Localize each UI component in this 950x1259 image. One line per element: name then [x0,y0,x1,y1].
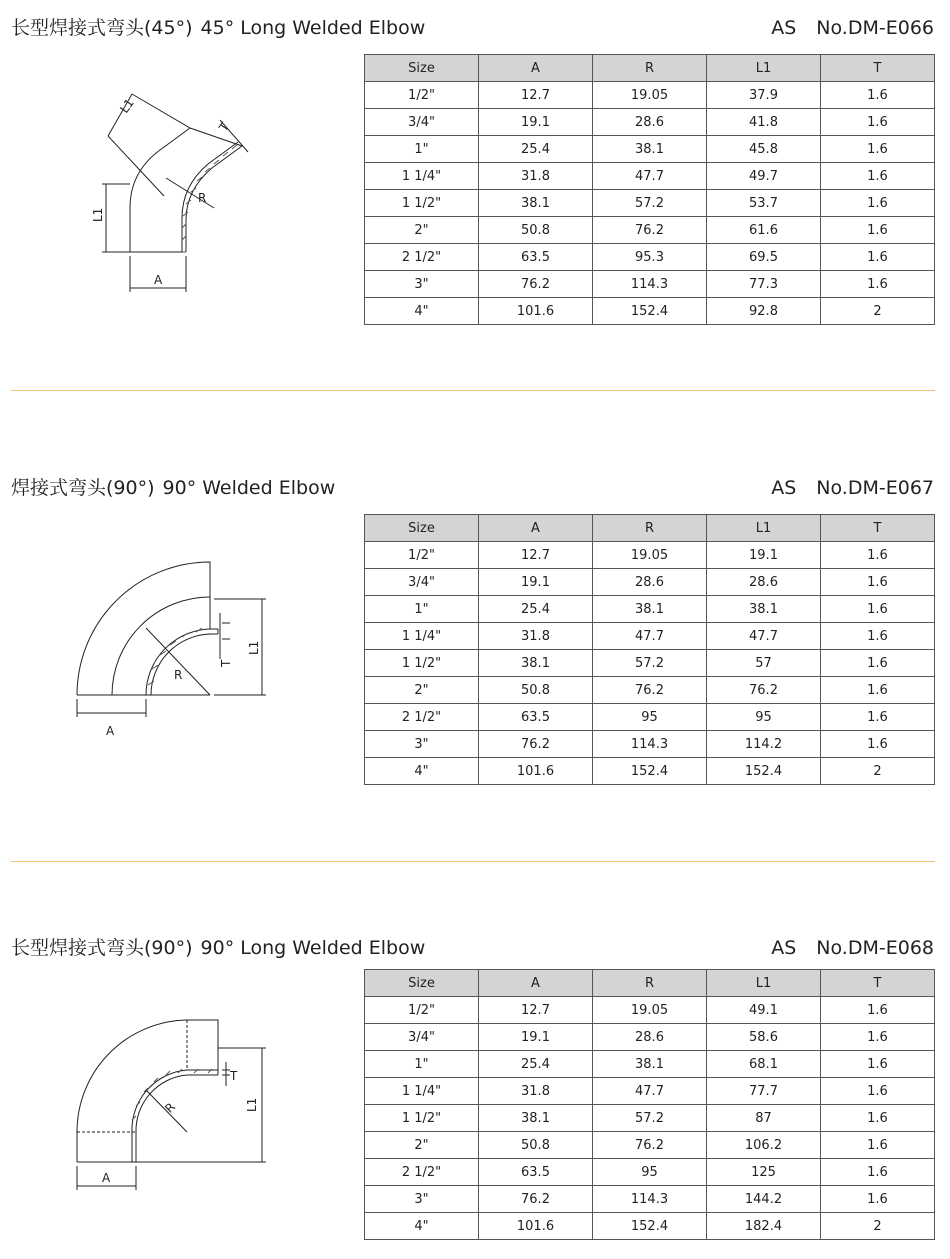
table-cell: 114.3 [593,731,707,758]
standard-label: AS [771,937,797,959]
table-cell: 58.6 [707,1024,821,1051]
table-cell: 1.6 [821,623,935,650]
table-cell: 1.6 [821,1078,935,1105]
table-cell: 47.7 [593,163,707,190]
table-cell: 19.05 [593,997,707,1024]
standard-label: AS [771,17,797,39]
table-cell: 114.3 [593,271,707,298]
header-cell: A [479,55,593,82]
table-cell: 1 1/4" [365,163,479,190]
label-r: R [174,668,183,682]
table-cell: 1.6 [821,1132,935,1159]
table-cell: 38.1 [593,136,707,163]
table-cell: 101.6 [479,1213,593,1240]
table-row [365,298,935,325]
table-cell: 1.6 [821,731,935,758]
table-cell: 1.6 [821,109,935,136]
label-t: T [219,659,233,667]
table-row [365,596,935,623]
table-cell: 77.7 [707,1078,821,1105]
table-cell: 2 [821,1213,935,1240]
table-cell: 47.7 [593,623,707,650]
table-cell: 19.05 [593,82,707,109]
table-row [365,569,935,596]
table-cell: 19.1 [479,1024,593,1051]
table-cell: 19.05 [593,542,707,569]
header-cell: Size [365,970,479,997]
table-cell: 1" [365,136,479,163]
table-cell: 63.5 [479,704,593,731]
table-cell: 2" [365,677,479,704]
table-cell: 152.4 [593,758,707,785]
table-cell: 95.3 [593,244,707,271]
table-header-row [365,515,935,542]
table-cell: 1.6 [821,163,935,190]
table-cell: 76.2 [479,271,593,298]
table-cell: 4" [365,758,479,785]
title-en: 90° Welded Elbow [162,477,336,499]
table-cell: 3" [365,731,479,758]
section-title [11,476,335,500]
table-cell: 1" [365,596,479,623]
table-cell: 3" [365,1186,479,1213]
table-cell: 28.6 [593,109,707,136]
table-cell: 69.5 [707,244,821,271]
table-row [365,1078,935,1105]
table-body [365,997,935,1240]
table-cell: 50.8 [479,677,593,704]
table-cell: 1.6 [821,997,935,1024]
header-cell: L1 [707,515,821,542]
table-cell: 28.6 [707,569,821,596]
table-cell: 1/2" [365,997,479,1024]
table-cell: 38.1 [593,596,707,623]
standard-label: AS [771,477,797,499]
table-cell: 19.1 [707,542,821,569]
table-cell: 57.2 [593,650,707,677]
table-cell: 4" [365,298,479,325]
header-cell: R [593,970,707,997]
table-cell: 28.6 [593,1024,707,1051]
spec-table-e068 [364,969,935,1240]
table-cell: 114.2 [707,731,821,758]
table-row [365,1051,935,1078]
table-cell: 152.4 [593,1213,707,1240]
label-l1-vertical: L1 [91,207,105,222]
table-cell: 19.1 [479,109,593,136]
table-cell: 2 1/2" [365,1159,479,1186]
table-cell: 49.1 [707,997,821,1024]
table-body [365,82,935,325]
table-cell: 12.7 [479,997,593,1024]
header-cell: A [479,515,593,542]
table-cell: 68.1 [707,1051,821,1078]
table-row [365,1024,935,1051]
table-cell: 1.6 [821,677,935,704]
table-cell: 2" [365,217,479,244]
header-cell: Size [365,55,479,82]
table-cell: 1 1/2" [365,650,479,677]
table-cell: 25.4 [479,596,593,623]
table-cell: 63.5 [479,244,593,271]
table-cell: 25.4 [479,1051,593,1078]
table-cell: 61.6 [707,217,821,244]
table-cell: 38.1 [479,650,593,677]
table-row [365,109,935,136]
table-cell: 57 [707,650,821,677]
table-cell: 1.6 [821,1159,935,1186]
table-row [365,163,935,190]
title-en: 45° Long Welded Elbow [200,17,426,39]
table-cell: 1" [365,1051,479,1078]
table-cell: 31.8 [479,1078,593,1105]
table-row [365,997,935,1024]
table-row [365,190,935,217]
table-cell: 106.2 [707,1132,821,1159]
table-row [365,217,935,244]
table-cell: 76.2 [479,1186,593,1213]
table-row [365,1186,935,1213]
diagram-90-long-elbow [70,1012,280,1192]
table-row [365,136,935,163]
table-cell: 50.8 [479,1132,593,1159]
table-row [365,704,935,731]
table-cell: 95 [593,1159,707,1186]
table-cell: 1/2" [365,542,479,569]
table-row [365,1105,935,1132]
table-cell: 3/4" [365,109,479,136]
section-divider [11,861,935,862]
product-code [771,476,934,500]
table-cell: 1.6 [821,190,935,217]
table-row [365,758,935,785]
spec-table-e067 [364,514,935,785]
table-header-row [365,55,935,82]
table-cell: 3/4" [365,569,479,596]
table-cell: 1.6 [821,569,935,596]
table-cell: 47.7 [593,1078,707,1105]
table-cell: 77.3 [707,271,821,298]
header-cell: Size [365,515,479,542]
table-row [365,731,935,758]
header-cell: T [821,55,935,82]
title-cn: 焊接式弯头(90°) [11,477,155,499]
header-cell: A [479,970,593,997]
table-cell: 31.8 [479,163,593,190]
table-cell: 19.1 [479,569,593,596]
table-cell: 12.7 [479,82,593,109]
diagram-90-elbow [70,555,280,745]
table-cell: 1.6 [821,596,935,623]
table-cell: 1 1/4" [365,1078,479,1105]
table-cell: 76.2 [479,731,593,758]
table-row [365,244,935,271]
label-a: A [102,1171,111,1185]
table-row [365,1159,935,1186]
table-row [365,623,935,650]
section-title [11,16,425,40]
table-cell: 1.6 [821,650,935,677]
product-code [771,936,934,960]
label-a: A [154,273,163,287]
table-cell: 1.6 [821,271,935,298]
table-cell: 38.1 [707,596,821,623]
table-cell: 76.2 [593,677,707,704]
table-cell: 1.6 [821,1024,935,1051]
table-cell: 1/2" [365,82,479,109]
table-cell: 95 [593,704,707,731]
table-cell: 1 1/4" [365,623,479,650]
table-cell: 92.8 [707,298,821,325]
header-cell: L1 [707,970,821,997]
label-r: R [198,191,207,205]
table-cell: 144.2 [707,1186,821,1213]
header-cell: L1 [707,55,821,82]
label-r: R [162,1099,179,1116]
table-cell: 50.8 [479,217,593,244]
title-cn: 长型焊接式弯头(45°) [11,17,193,39]
table-cell: 76.2 [707,677,821,704]
header-cell: R [593,515,707,542]
table-row [365,82,935,109]
label-l1: L1 [245,1097,259,1112]
table-cell: 57.2 [593,1105,707,1132]
header-cell: T [821,515,935,542]
table-cell: 3" [365,271,479,298]
code-number: No.DM-E067 [816,477,934,499]
table-cell: 95 [707,704,821,731]
table-cell: 1 1/2" [365,1105,479,1132]
table-cell: 2 [821,298,935,325]
code-number: No.DM-E066 [816,17,934,39]
header-cell: T [821,970,935,997]
table-cell: 41.8 [707,109,821,136]
table-cell: 47.7 [707,623,821,650]
table-cell: 87 [707,1105,821,1132]
table-cell: 182.4 [707,1213,821,1240]
table-cell: 38.1 [479,190,593,217]
header-cell: R [593,55,707,82]
table-row [365,1132,935,1159]
table-header-row [365,970,935,997]
table-cell: 152.4 [593,298,707,325]
table-cell: 12.7 [479,542,593,569]
table-row [365,677,935,704]
table-row [365,1213,935,1240]
table-cell: 76.2 [593,217,707,244]
table-cell: 1.6 [821,1186,935,1213]
table-cell: 2 [821,758,935,785]
table-cell: 101.6 [479,758,593,785]
table-cell: 2" [365,1132,479,1159]
diagram-45-long-elbow [80,80,260,300]
title-en: 90° Long Welded Elbow [200,937,426,959]
table-cell: 1.6 [821,704,935,731]
table-cell: 1.6 [821,136,935,163]
table-cell: 63.5 [479,1159,593,1186]
label-t: T [216,120,233,135]
label-t: T [230,1069,238,1083]
table-cell: 1 1/2" [365,190,479,217]
table-cell: 37.9 [707,82,821,109]
table-cell: 45.8 [707,136,821,163]
table-cell: 25.4 [479,136,593,163]
table-cell: 4" [365,1213,479,1240]
table-cell: 114.3 [593,1186,707,1213]
label-l1-angled: L1 [117,96,137,116]
table-cell: 38.1 [593,1051,707,1078]
table-cell: 1.6 [821,82,935,109]
section-title [11,936,425,960]
code-number: No.DM-E068 [816,937,934,959]
table-cell: 1.6 [821,542,935,569]
table-cell: 3/4" [365,1024,479,1051]
table-row [365,271,935,298]
table-cell: 2 1/2" [365,704,479,731]
table-row [365,542,935,569]
label-l1: L1 [247,640,261,655]
table-cell: 38.1 [479,1105,593,1132]
table-body [365,542,935,785]
table-cell: 31.8 [479,623,593,650]
table-cell: 76.2 [593,1132,707,1159]
table-cell: 57.2 [593,190,707,217]
title-cn: 长型焊接式弯头(90°) [11,937,193,959]
table-cell: 28.6 [593,569,707,596]
table-cell: 125 [707,1159,821,1186]
table-cell: 53.7 [707,190,821,217]
label-a: A [106,724,115,738]
table-cell: 1.6 [821,1051,935,1078]
product-code [771,16,934,40]
table-cell: 49.7 [707,163,821,190]
table-cell: 152.4 [707,758,821,785]
table-cell: 1.6 [821,244,935,271]
table-cell: 101.6 [479,298,593,325]
section-divider [11,390,935,391]
table-cell: 1.6 [821,1105,935,1132]
table-cell: 2 1/2" [365,244,479,271]
spec-table-e066 [364,54,935,325]
table-row [365,650,935,677]
table-cell: 1.6 [821,217,935,244]
